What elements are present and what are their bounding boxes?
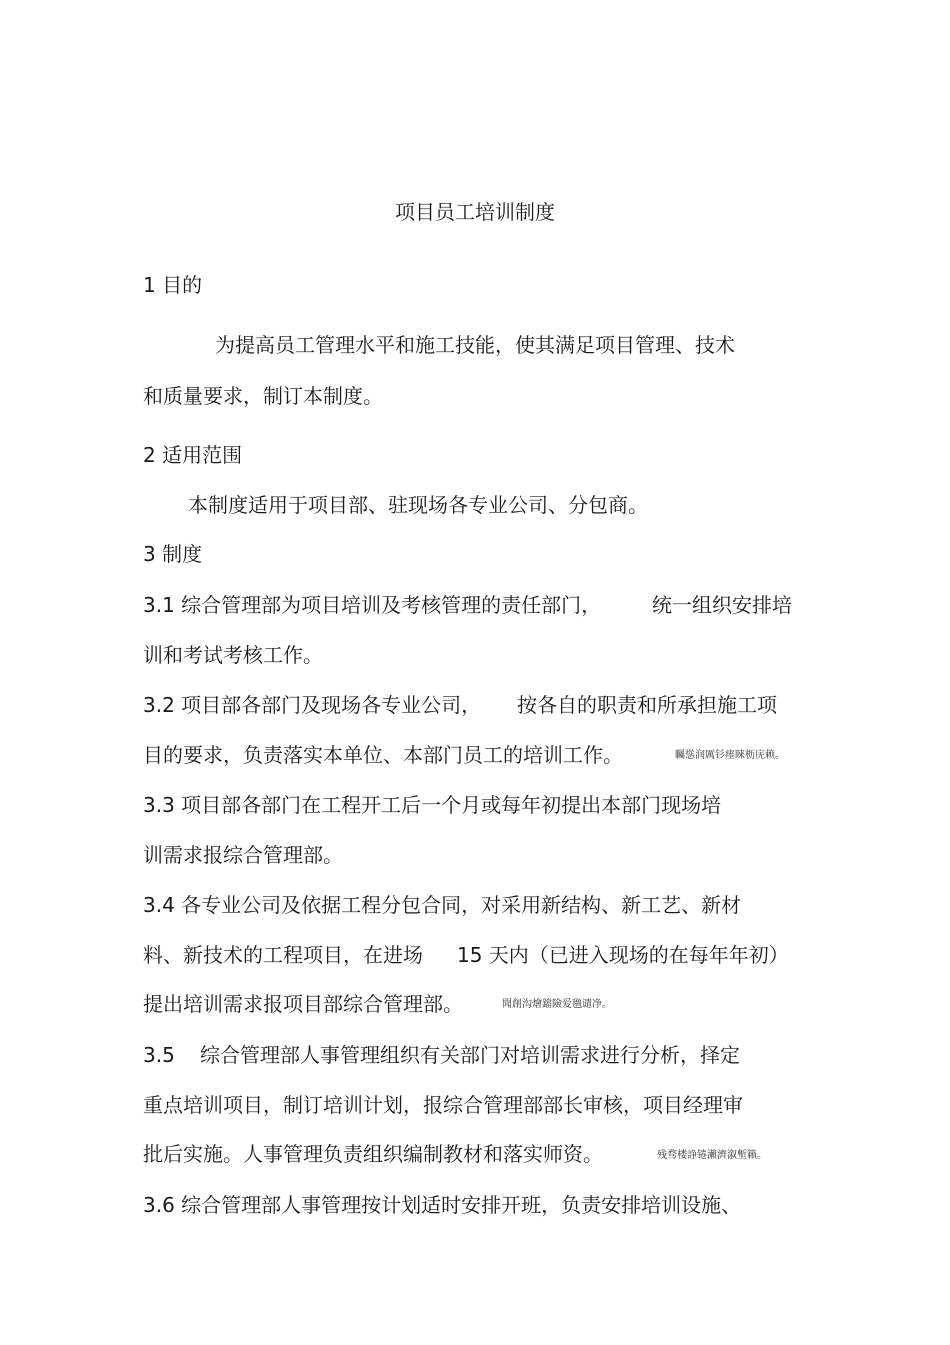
section-2-paragraph: 本制度适用于项目部、驻现场各专业公司、分包商。 [188,493,648,517]
clause-3-5-line-3: 批后实施。人事管理负责组织编制教材和落实师资。 [143,1142,603,1166]
document-title: 项目员工培训制度 [395,200,555,224]
clause-3-2-line-1a: 3.2 项目部各部门及现场各专业公司， [143,693,482,717]
clause-3-2-line-1b: 按各自的职责和所承担施工项 [517,693,777,717]
clause-3-2-note: 矚慫润厲钐瘗睞枥庑赖。 [675,750,785,761]
section-2-heading: 2 适用范围 [143,443,243,467]
section-1-heading: 1 目的 [143,273,203,297]
clause-3-6-line-1: 3.6 综合管理部人事管理按计划适时安排开班，负责安排培训设施、 [143,1193,742,1217]
clause-3-1-line-1a: 3.1 综合管理部为项目培训及考核管理的责任部门， [143,593,602,617]
clause-3-3-line-2: 训需求报综合管理部。 [143,843,343,867]
clause-3-4-line-2b: 15 天内（已进入现场的在每年年初） [457,943,789,967]
clause-3-4-line-1: 3.4 各专业公司及依据工程分包合同，对采用新结构、新工艺、新材 [143,893,742,917]
section-1-paragraph-line-2: 和质量要求，制订本制度。 [143,384,383,408]
clause-3-4-line-3: 提出培训需求报项目部综合管理部。 [143,992,463,1016]
clause-3-5-line-2: 重点培训项目，制订培训计划，报综合管理部部长审核，项目经理审 [143,1093,743,1117]
clause-3-2-line-2: 目的要求，负责落实本单位、本部门员工的培训工作。 [143,743,623,767]
clause-3-5-note: 残骛楼諍锩瀨濟溆塹籟。 [657,1150,767,1161]
clause-3-4-note: 聞創沟燴鐺險爱氇谴净。 [502,999,612,1010]
clause-3-1-line-1b: 统一组织安排培 [652,593,792,617]
section-3-heading: 3 制度 [143,542,203,566]
clause-3-5-number: 3.5 [143,1043,175,1067]
clause-3-4-line-2a: 料、新技术的工程项目，在进场 [143,943,423,967]
clause-3-3-line-1: 3.3 项目部各部门在工程开工后一个月或每年初提出本部门现场培 [143,793,722,817]
clause-3-5-line-1: 综合管理部人事管理组织有关部门对培训需求进行分析，择定 [200,1043,740,1067]
section-1-paragraph-line-1: 为提高员工管理水平和施工技能，使其满足项目管理、技术 [215,333,735,357]
clause-3-1-line-2: 训和考试考核工作。 [143,643,323,667]
